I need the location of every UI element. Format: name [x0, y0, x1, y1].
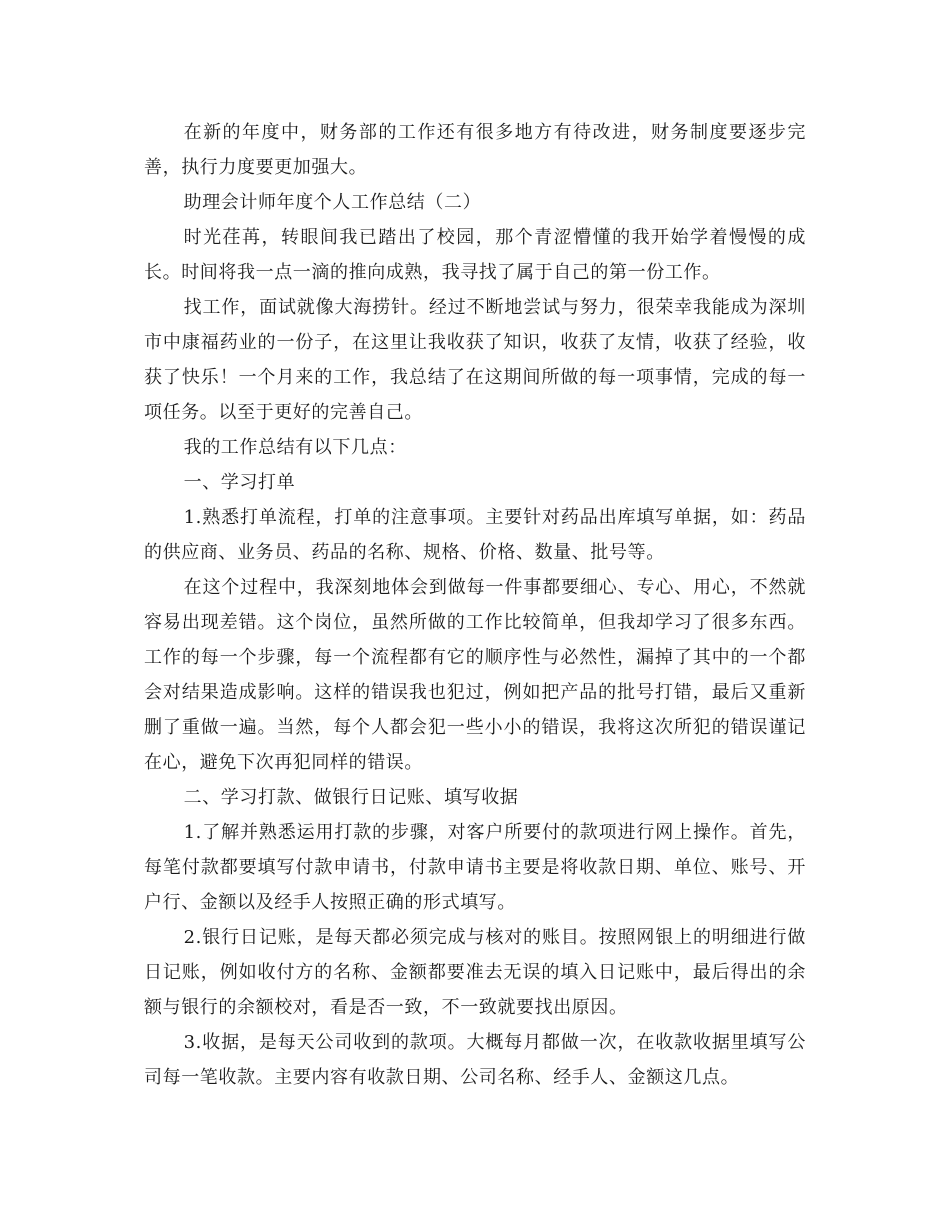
paragraph-summary-points: 我的工作总结有以下几点： [183, 437, 407, 458]
paragraph-job-search: 找工作，面试就像大海捞针。经过不断地尝试与努力，很荣幸我能成为深圳市中康福药业的一份子，在这里让我收获了知识，收获了友情，收获了经验，收获了快乐！一个月来的工作，我总结了在这期间所做的每一项事情，完成的每一项任务。以至于更好的完善自己。 [144, 297, 806, 423]
paragraph-receipts: 3.收据，是每天公司收到的款项。大概每月都做一次，在收款收据里填写公司每一笔收款。主要内容有收款日期、公司名称、经手人、金额这几点。 [144, 1032, 806, 1088]
paragraph-billing-process: 1.熟悉打单流程，打单的注意事项。主要针对药品出库填写单据，如：药品的供应商、业务员、药品的名称、规格、价格、数量、批号等。 [144, 507, 806, 563]
paragraph-bank-journal: 2.银行日记账，是每天都必须完成与核对的账目。按照网银上的明细进行做日记账，例如收付方的名称、金额都要准去无误的填入日记账中，最后得出的余额与银行的余额校对，看是否一致，不一致就要找出原因。 [144, 927, 806, 1018]
paragraph-payment-steps: 1.了解并熟悉运用打款的步骤，对客户所要付的款项进行网上操作。首先，每笔付款都要填写付款申请书，付款申请书主要是将收款日期、单位、账号、开户行、金额以及经手人按照正确的形式填写。 [144, 822, 806, 913]
section-title-summary-two: 助理会计师年度个人工作总结（二） [183, 192, 482, 213]
paragraph-time-passes: 时光荏苒，转眼间我已踏出了校园，那个青涩懵懂的我开始学着慢慢的成长。时间将我一点一滴的推向成熟，我寻找了属于自己的第一份工作。 [144, 227, 806, 283]
paragraph-improvement: 在新的年度中，财务部的工作还有很多地方有待改进，财务制度要逐步完善，执行力度要更加强大。 [144, 122, 806, 178]
heading-learn-payments: 二、学习打款、做银行日记账、填写收据 [183, 787, 519, 808]
paragraph-billing-lessons: 在这个过程中，我深刻地体会到做每一件事都要细心、专心、用心，不然就容易出现差错。这个岗位，虽然所做的工作比较简单，但我却学习了很多东西。工作的每一个步骤，每一个流程都有它的顺序性与必然性，漏掉了其中的一个都会对结果造成影响。这样的错误我也犯过，例如把产品的批号打错，最后又重新删了重做一遍。当然，每个人都会犯一些小小的错误，我将这次所犯的错误谨记在心，避免下次再犯同样的错误。 [144, 577, 806, 773]
heading-learn-billing: 一、学习打单 [183, 472, 296, 493]
document-body [144, 115, 806, 1095]
